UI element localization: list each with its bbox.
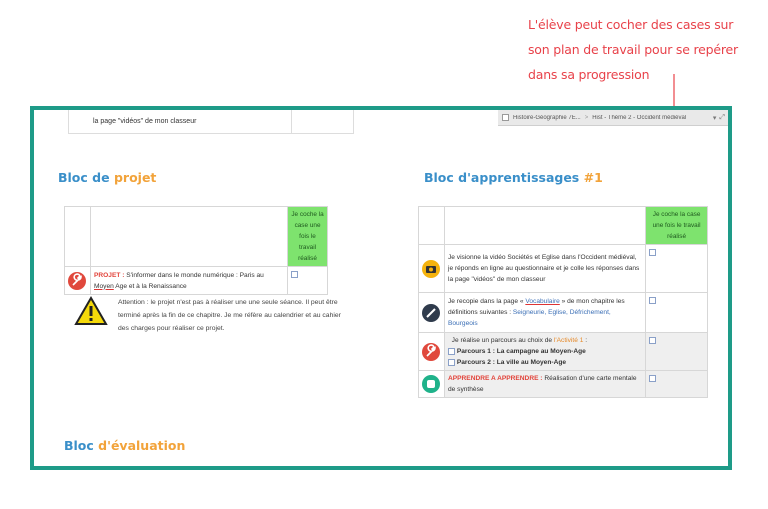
row-video-checkbox[interactable]	[649, 249, 656, 256]
apprentissages-check-header: Je coche la case une fois le travail réalisé	[646, 207, 708, 245]
wrench-icon	[68, 272, 86, 290]
annotation-note: L'élève peut cocher des cases sur son plan de travail pour se repérer dans sa progression	[528, 17, 738, 82]
bloc-apprentissages-heading: Bloc d'apprentissages #1	[424, 170, 603, 185]
screenshot-frame	[30, 106, 732, 470]
vocabulaire-link[interactable]: Vocabulaire	[525, 298, 560, 305]
projet-checkbox[interactable]	[291, 271, 298, 278]
row-activity-checkbox[interactable]	[649, 337, 656, 344]
parcours-2-label: Parcours 2 : La ville au Moyen-Age	[456, 359, 567, 366]
row-apprendre-checkbox[interactable]	[649, 375, 656, 382]
projet-table	[64, 206, 328, 295]
tab-hist-theme[interactable]: Hist - Thème 2 - Occident médiéval	[592, 114, 687, 121]
tab-histoire-geo[interactable]: Histoire-Géographie 7E...	[513, 114, 581, 121]
warning-icon	[74, 296, 108, 326]
parcours-1-checkbox[interactable]	[448, 348, 455, 355]
projet-text-3: Age et à la Renaissance	[113, 282, 187, 290]
row-apprendre-text: Réalisation d'une carte mentale de synthèse	[447, 375, 637, 393]
parcours-1-label: Parcours 1 : La campagne au Moyen-Age	[456, 348, 586, 355]
browser-tab-bar	[498, 110, 728, 126]
previous-table-row	[68, 110, 354, 134]
pencil-icon	[422, 304, 440, 322]
projet-attention-text: Attention : le projet n'est pas à réaliser une une seule séance. Il peut être terminé après la fin de ce chapitre. Je me réfère au calendrier et au cahier des charges pour réaliser ce projet.	[118, 299, 341, 332]
bloc-projet-heading: Bloc de projet	[58, 170, 157, 185]
row-vocab-checkbox[interactable]	[649, 297, 656, 304]
bloc-evaluation-heading: Bloc d'évaluation	[64, 438, 186, 453]
video-icon	[422, 260, 440, 278]
row-video-text: Je visionne la vidéo Sociétés et Eglise dans l'Occident médiéval, je réponds en ligne au questionnaire et je colle les réponses dans la page "vidéos" de mon classeur	[444, 245, 645, 293]
projet-label: PROJET :	[93, 271, 125, 279]
table-row	[419, 245, 708, 293]
wrench-icon	[422, 343, 440, 361]
row-activity-name: l'Activité 1	[553, 337, 584, 344]
expand-icon[interactable]: ⤢	[719, 113, 725, 121]
breadcrumb-separator: >	[584, 114, 589, 121]
row-vocab-text-a: Je recopie dans la page «	[447, 298, 526, 305]
table-row	[419, 371, 708, 398]
parcours-2-checkbox[interactable]	[448, 359, 455, 366]
brain-icon	[422, 375, 440, 393]
tab-checkbox[interactable]	[502, 114, 509, 121]
row-apprendre-label: APPRENDRE A APPRENDRE :	[447, 375, 543, 382]
projet-text-2: Moyen	[93, 282, 114, 290]
apprentissages-table	[418, 206, 708, 398]
row-activity-intro: Je réalise un parcours au choix de	[451, 337, 554, 344]
table-row	[419, 293, 708, 333]
projet-check-header: Je coche la case une fois le travail réalisé	[288, 207, 328, 267]
previous-row-text: la page "vidéos" de mon classeur	[93, 118, 197, 125]
row-vocab-text-b: » de mon chapitre les définitions suivantes :	[447, 298, 625, 316]
projet-text-1: S'informer dans le monde numérique : Paris au	[126, 271, 264, 279]
table-row: Je réalise un parcours au choix de l'Activité 1 : Parcours 1 : La campagne au Moyen-Age Parcours 2 : La ville au Moyen-Age	[419, 333, 708, 371]
chevron-down-icon[interactable]: ▾	[712, 114, 717, 122]
table-row	[65, 267, 328, 295]
row-vocab-terms: Seigneurie, Eglise, Défrichement, Bourgeois	[447, 309, 611, 327]
